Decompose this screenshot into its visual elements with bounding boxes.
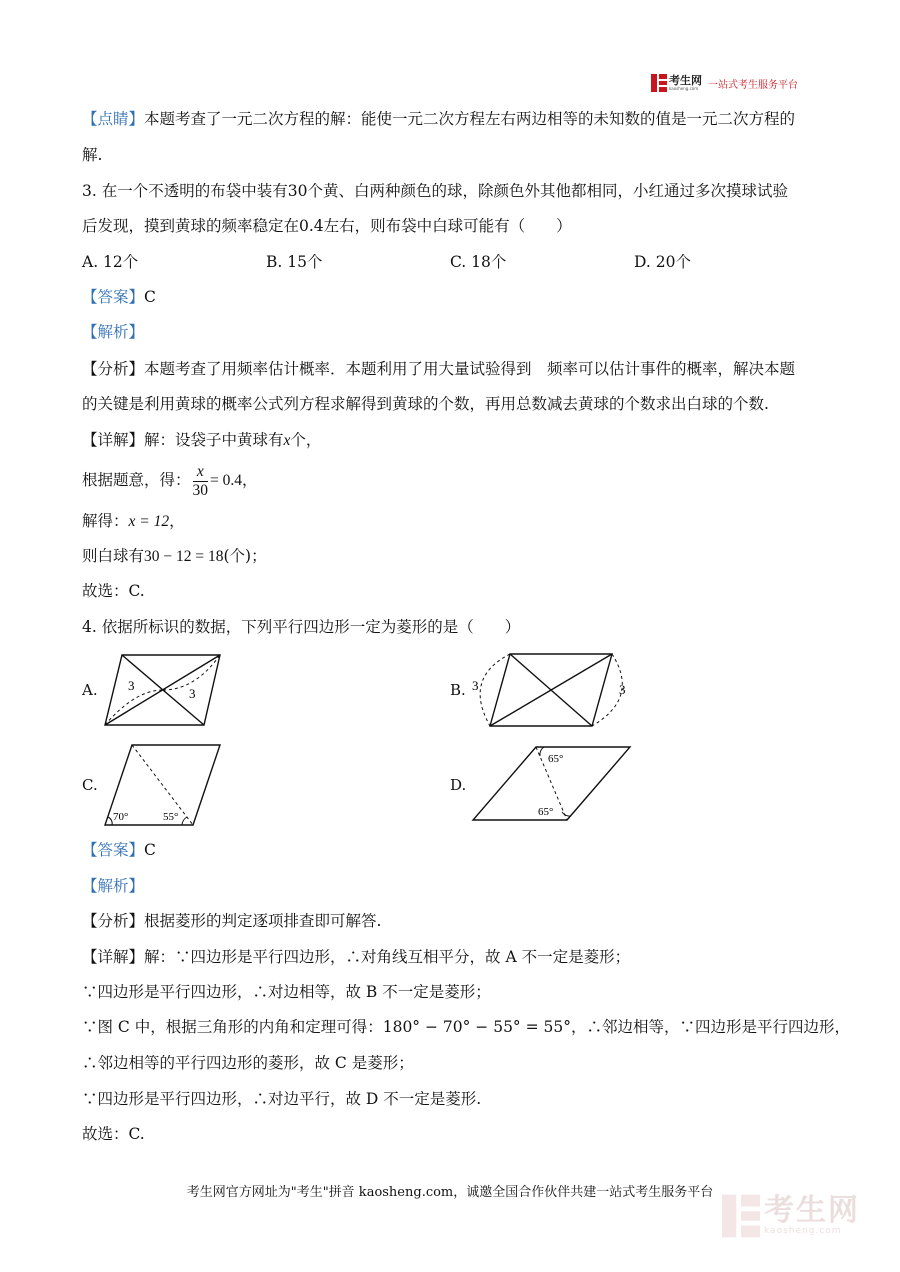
logo-url: kaosheng.com — [669, 86, 699, 91]
watermark — [722, 1194, 860, 1238]
figure-d-mark: 65° — [548, 753, 564, 765]
q2-dianjing-line2: 解. — [82, 146, 103, 164]
figure-d — [470, 742, 635, 824]
watermark-logo-icon — [722, 1194, 760, 1238]
step-equation: = 0.4， — [210, 472, 258, 489]
step-text: (个)； — [223, 547, 267, 565]
figure-b-brace — [480, 654, 510, 726]
q3-answer — [82, 287, 156, 307]
fig-label-d: D. — [450, 776, 467, 794]
figure-b-mark: 3 — [619, 682, 626, 697]
fraction-denominator: 30 — [192, 481, 209, 499]
step-text: 解：设袋子中黄球有 — [144, 431, 284, 449]
xiangjie-label: 【详解】 — [82, 948, 145, 966]
figure-c-angle-arc — [108, 817, 112, 825]
q3-option-b: B. 15个 — [266, 253, 323, 271]
fig-label-a: A. — [82, 681, 98, 699]
figure-a — [100, 650, 226, 730]
q4-line5: ∵四边形是平行四边形，∴对边平行，故 D 不一定是菱形. — [82, 1090, 482, 1108]
figure-c — [100, 740, 225, 830]
figure-c-mark: 70° — [113, 811, 129, 823]
fig-label-c: C. — [82, 776, 98, 794]
step-text: 个， — [290, 431, 322, 449]
figure-a-diagonal — [105, 655, 220, 725]
q3-option-a: A. 12个 — [82, 253, 139, 271]
figure-d-mark: 65° — [538, 806, 554, 818]
q3-step3 — [82, 511, 185, 532]
q4-answer — [82, 840, 156, 860]
step-text: 则白球有 — [82, 547, 145, 565]
figure-c-angle-arc — [182, 817, 187, 825]
fraction — [193, 463, 209, 500]
fenxi-text: 本题考查了用频率估计概率．本题利用了用大量试验得到 频率可以估计事件的概率，解决本题 — [144, 360, 796, 378]
figure-c-mark: 55° — [163, 811, 179, 823]
step-equation: 30 − 12 = 18 — [144, 548, 224, 565]
fenxi-label: 【分析】 — [82, 912, 145, 930]
q3-stem-line2: 后发现，摸到黄球的频率稳定在0.4左右，则布袋中白球可能有（ ） — [82, 217, 572, 235]
answer-value: C — [144, 841, 156, 859]
q3-fenxi-line1 — [82, 359, 795, 379]
step-text: 解得： — [82, 512, 129, 530]
fenxi-label: 【分析】 — [82, 360, 145, 378]
page-footer: 考生网官方网址为"考生"拼音 kaosheng.com，诚邀全国合作伙伴共建一站式考生服务平台 — [186, 1185, 714, 1200]
q3-step4 — [82, 546, 267, 567]
figure-a-mark: 3 — [128, 678, 135, 693]
figure-b — [468, 648, 633, 734]
q4-analysis-label: 【解析】 — [82, 877, 145, 895]
answer-label: 【答案】 — [82, 841, 145, 859]
logo-name: 考生网 — [669, 74, 702, 87]
q4-stem: 4. 依据所标识的数据，下列平行四边形一定为菱形的是（ ） — [82, 618, 521, 636]
figure-b-mark: 3 — [472, 678, 479, 693]
variable-x: x — [283, 432, 291, 449]
q4-line3: ∵图 C 中，根据三角形的内角和定理可得：180° − 70° − 55° = 55°，∴邻边相等，∵四边形是平行四边形， — [82, 1018, 850, 1036]
figure-b-diagonal — [490, 654, 612, 726]
step-text: 根据题意，得： — [82, 471, 191, 489]
q3-stem-line1: 3. 在一个不透明的布袋中装有30个黄、白两种颜色的球，除颜色外其他都相同，小红通过多次摸球试验 — [82, 182, 788, 200]
q4-xiangjie-line1 — [82, 947, 630, 967]
q3-step2 — [82, 460, 258, 501]
q3-choice: 故选：C. — [82, 582, 145, 600]
q3-xiangjie-step1 — [82, 430, 321, 451]
header-logo — [651, 74, 798, 92]
fraction-numerator: x — [193, 463, 209, 482]
kaosheng-logo-icon — [651, 74, 667, 92]
figure-a-mark: 3 — [189, 686, 196, 701]
q4-fenxi — [82, 911, 381, 931]
q3-option-c: C. 18个 — [450, 253, 507, 271]
step-equation: x = 12 — [128, 513, 170, 530]
answer-label: 【答案】 — [82, 288, 145, 306]
q4-line2: ∵四边形是平行四边形，∴对边相等，故 B 不一定是菱形； — [82, 983, 491, 1001]
q4-line4: ∴邻边相等的平行四边形的菱形，故 C 是菱形； — [82, 1054, 414, 1072]
dianjing-label: 【点睛】 — [82, 110, 145, 128]
dianjing-text: 本题考查了一元二次方程的解：能使一元二次方程左右两边相等的未知数的值是一元二次方程的 — [144, 110, 796, 128]
header-slogan: 一站式考生服务平台 — [708, 79, 798, 91]
figure-d-angle-arc — [562, 812, 571, 816]
step-text: 解：∵四边形是平行四边形，∴对角线互相平分，故 A 不一定是菱形； — [144, 948, 631, 966]
figure-d-angle-arc — [540, 747, 544, 756]
step-text: ， — [169, 512, 185, 530]
fig-label-b: B. — [450, 681, 466, 699]
xiangjie-label: 【详解】 — [82, 431, 145, 449]
answer-value: C — [144, 288, 156, 306]
figure-b-brace — [592, 654, 622, 726]
watermark-name: 考生网 — [764, 1193, 860, 1228]
q4-choice: 故选：C. — [82, 1125, 145, 1143]
q3-option-d: D. 20个 — [634, 253, 691, 271]
q3-analysis-label: 【解析】 — [82, 323, 145, 341]
watermark-url: kaosheng.com — [764, 1226, 842, 1236]
q3-fenxi-line2: 的关键是利用黄球的概率公式列方程求解得到黄球的个数，再用总数减去黄球的个数求出白球的个数. — [82, 395, 769, 413]
q2-dianjing-line1 — [82, 109, 795, 129]
fenxi-text: 根据菱形的判定逐项排查即可解答. — [144, 912, 382, 930]
